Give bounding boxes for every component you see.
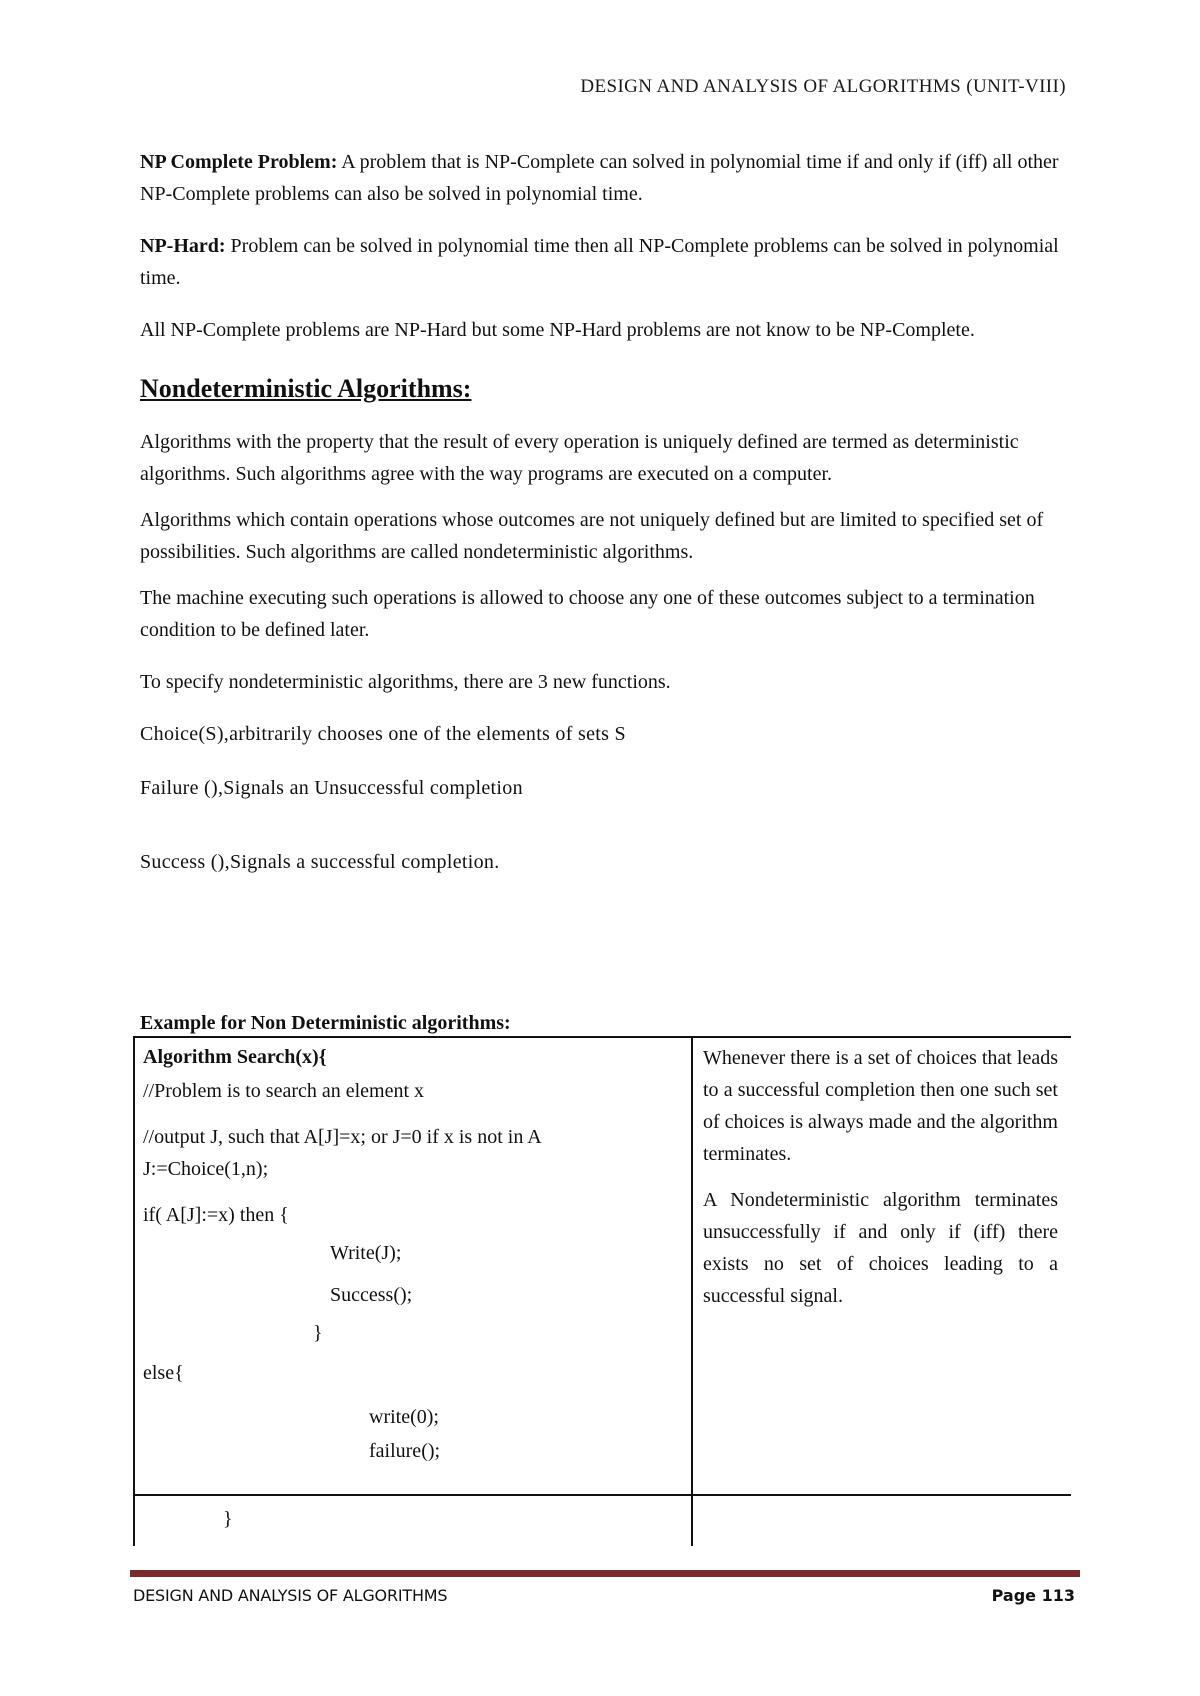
code-line-comment-1: //Problem is to search an element x	[143, 1080, 425, 1102]
table-row-divider	[133, 1494, 1071, 1496]
np-relation-paragraph: All NP-Complete problems are NP-Hard but some NP-Hard problems are not know to be NP-Complete.	[140, 319, 975, 341]
failure-note: A Nondeterministic algorithm terminates unsuccessfully if and only if (iff) there exists no set of choices leading to a successful signal.	[703, 1189, 1058, 1307]
page-number: Page 113	[991, 1586, 1075, 1605]
code-line-choice: J:=Choice(1,n);	[143, 1158, 269, 1180]
notes-column	[703, 1042, 1058, 1326]
example-heading: Example for Non Deterministic algorithms:	[140, 1012, 511, 1034]
code-line-failure: failure();	[369, 1440, 441, 1462]
code-line-header: Algorithm Search(x){	[143, 1046, 327, 1068]
code-line-close-else: }	[223, 1508, 233, 1530]
nondeterministic-paragraph: Algorithms which contain operations whose outcomes are not uniquely defined but are limited to specified set of possibilities. Such algorithms are called nondeterministic algorithms.	[140, 509, 1044, 563]
code-line-close-if: }	[313, 1322, 323, 1344]
section-heading: Nondeterministic Algorithms:	[140, 374, 472, 403]
np-hard-term: NP-Hard:	[140, 235, 226, 257]
success-function: Success (),Signals a successful completion.	[140, 851, 500, 873]
deterministic-paragraph: Algorithms with the property that the result of every operation is uniquely defined are termed as deterministic algorithms. Such algorithms agree with the way programs are executed on a computer.	[140, 431, 1019, 485]
np-hard-definition	[140, 230, 1060, 294]
running-header: DESIGN AND ANALYSIS OF ALGORITHMS (UNIT-VIII)	[580, 76, 1066, 97]
np-complete-term: NP Complete Problem:	[140, 151, 338, 173]
success-note: Whenever there is a set of choices that leads to a successful completion then one such set of choices is always made and the algorithm terminates.	[703, 1047, 1058, 1165]
code-line-else: else{	[143, 1362, 184, 1384]
page-body	[140, 146, 1060, 878]
choice-function: Choice(S),arbitrarily chooses one of the elements of sets S	[140, 723, 626, 745]
np-complete-definition	[140, 146, 1060, 210]
code-line-if: if( A[J]:=x) then {	[143, 1204, 289, 1226]
functions-intro: To specify nondeterministic algorithms, there are 3 new functions.	[140, 671, 671, 693]
np-hard-text: Problem can be solved in polynomial time then all NP-Complete problems can be solved in polynomial time.	[140, 235, 1059, 289]
code-line-comment-2: //output J, such that A[J]=x; or J=0 if x is not in A	[143, 1126, 542, 1148]
code-line-write: Write(J);	[330, 1242, 402, 1264]
code-column	[133, 1038, 693, 1546]
machine-paragraph: The machine executing such operations is allowed to choose any one of these outcomes subject to a termination condition to be defined later.	[140, 587, 1035, 641]
code-line-success: Success();	[330, 1284, 413, 1306]
code-line-write-zero: write(0);	[369, 1406, 439, 1428]
footer-title: DESIGN AND ANALYSIS OF ALGORITHMS	[133, 1586, 448, 1605]
example-table	[133, 1036, 1071, 1546]
np-complete-text: A problem that is NP-Complete can solved in polynomial time if and only if (iff) all other NP-Complete problems can also be solved in polynomial time.	[140, 151, 1059, 205]
footer-rule	[130, 1570, 1080, 1577]
failure-function: Failure (),Signals an Unsuccessful completion	[140, 777, 523, 799]
